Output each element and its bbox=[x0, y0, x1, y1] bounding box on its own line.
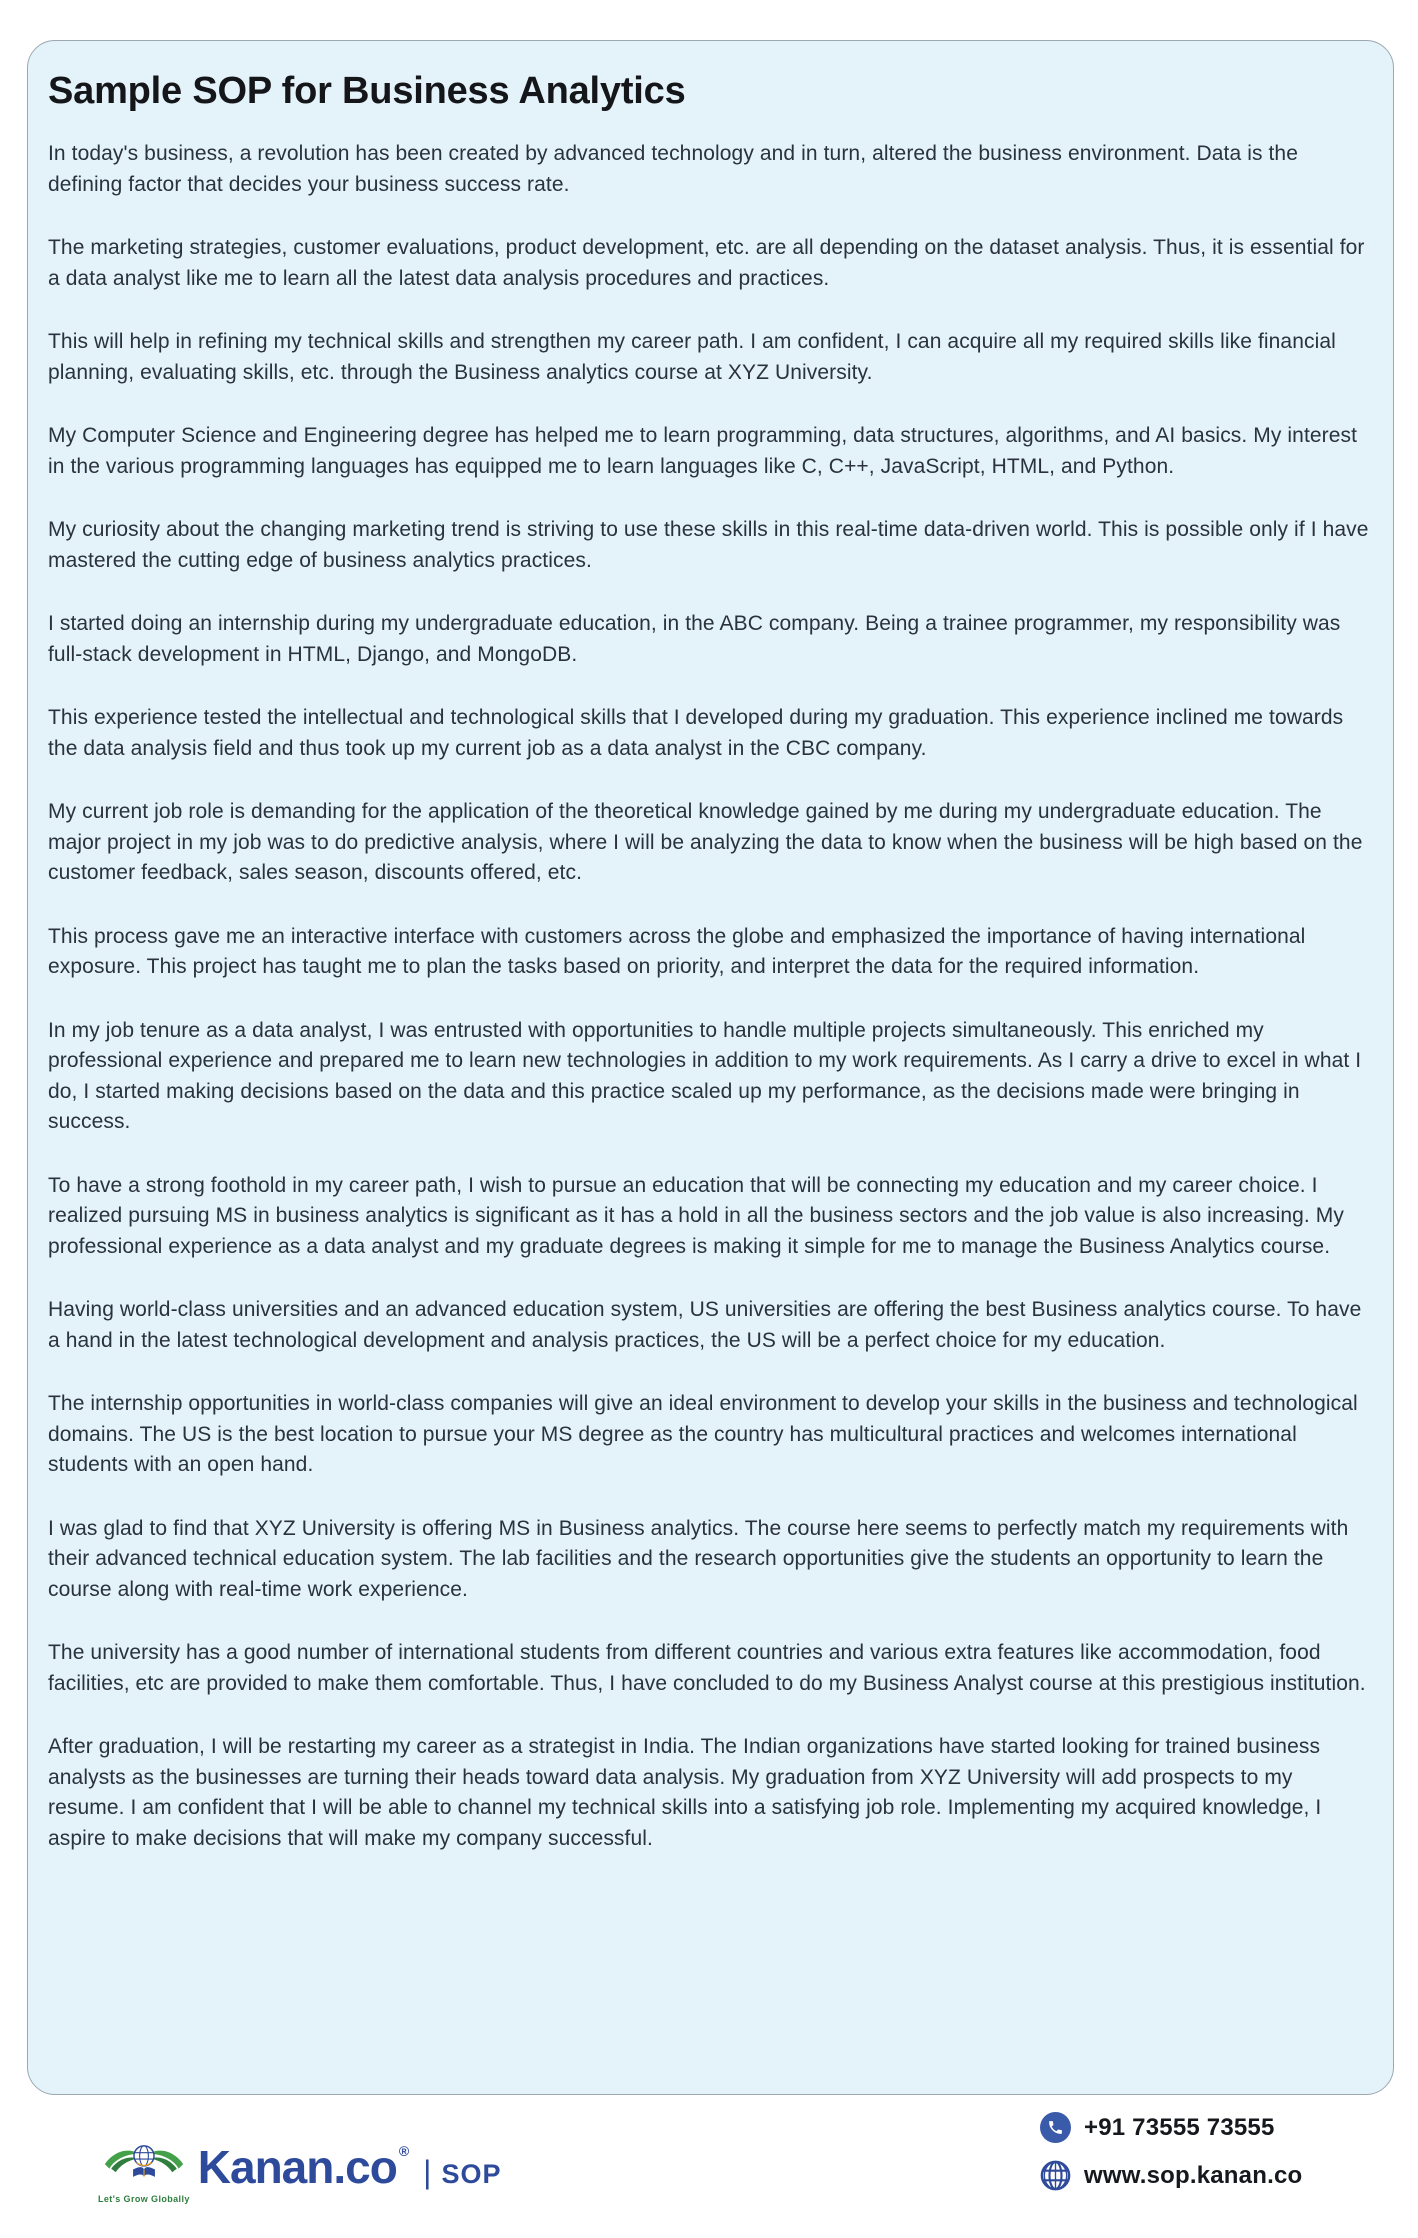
phone-number: +91 73555 73555 bbox=[1084, 2113, 1275, 2141]
paragraph: The marketing strategies, customer evaluations, product development, etc. are all depending on the dataset analysis. Thus, it is essential for a data analyst like me to learn all the latest data analysis procedures and practices. bbox=[48, 236, 1365, 290]
logo-divider: | bbox=[423, 2154, 432, 2190]
paragraph: The internship opportunities in world-class companies will give an ideal environment to develop your skills in the business and technological domains. The US is the best location to pursue your MS degree as the country has multicultural practices and welcomes international students with an open hand. bbox=[48, 1392, 1358, 1476]
logo-tagline: Let's Grow Globally bbox=[98, 2194, 190, 2204]
contact-info bbox=[1040, 2112, 1302, 2208]
paragraph: In today's business, a revolution has been created by advanced technology and in turn, altered the business environment. Data is the defining factor that decides your business success rate. bbox=[48, 142, 1298, 196]
phone-icon bbox=[1040, 2112, 1071, 2143]
paragraph: This experience tested the intellectual and technological skills that I developed during my graduation. This experience inclined me towards the data analysis field and thus took up my current job as a data analyst in the CBC company. bbox=[48, 706, 1344, 760]
paragraph: The university has a good number of international students from different countries and various extra features like accommodation, food facilities, etc are provided to make them comfortable. Thus, I have concluded to do my Business Analyst course at this prestigious institution. bbox=[48, 1641, 1366, 1695]
brand-suffix: SOP bbox=[441, 2159, 502, 2189]
brand-name: Kanan.co bbox=[197, 2141, 397, 2193]
paragraph: To have a strong foothold in my career path, I wish to pursue an education that will be connecting my education and my career choice. I realized pursuing MS in business analytics is significant as it has a hold in all the business sectors and the job value is also increasing. My professional experience as a data analyst and my graduate degrees is making it simple for me to manage the Business Analytics course. bbox=[48, 1173, 1344, 1258]
paragraph: My curiosity about the changing marketing trend is striving to use these skills in this real-time data-driven world. This is possible only if I have mastered the cutting edge of business analytics practices. bbox=[48, 518, 1369, 572]
paragraph: This process gave me an interactive interface with customers across the globe and emphasized the importance of having international exposure. This project has taught me to plan the tasks based on priority, and interpret the data for the required information. bbox=[48, 924, 1306, 978]
paragraph: I started doing an internship during my undergraduate education, in the ABC company. Being a trainee programmer, my responsibility was full-stack development in HTML, Django, and MongoDB. bbox=[48, 612, 1341, 666]
paragraph: My Computer Science and Engineering degree has helped me to learn programming, data structures, algorithms, and AI basics. My interest in the various programming languages has equipped me to learn languages like C, C++, JavaScript, HTML, and Python. bbox=[48, 424, 1358, 478]
website-url: www.sop.kanan.co bbox=[1084, 2161, 1303, 2189]
kanan-logo[interactable] bbox=[98, 2140, 501, 2204]
registered-mark: ® bbox=[398, 2143, 410, 2159]
paragraph: My current job role is demanding for the application of the theoretical knowledge gained by me during my undergraduate education. The major project in my job was to do predictive analysis, where I will be analyzing the data to know when the business will be high based on the customer feedback, sales season, discounts offered, etc. bbox=[48, 800, 1363, 884]
brand-line bbox=[197, 2141, 502, 2193]
paragraph: Having world-class universities and an advanced education system, US universities are offering the best Business analytics course. To have a hand in the latest technological development and analysis practices, the US will be a perfect choice for my education. bbox=[48, 1298, 1362, 1352]
paragraph: I was glad to find that XYZ University is offering MS in Business analytics. The course here seems to perfectly match my requirements with their advanced technical education system. The lab facilities and the research opportunities give the students an opportunity to learn the course along with real-time work experience. bbox=[48, 1516, 1349, 1601]
sop-card bbox=[27, 40, 1394, 2095]
kanan-emblem bbox=[98, 2142, 190, 2204]
globe-icon bbox=[1040, 2160, 1071, 2191]
paragraph: This will help in refining my technical skills and strengthen my career path. I am confident, I can acquire all my required skills like financial planning, evaluating skills, etc. through the Business analytics course at XYZ University. bbox=[48, 330, 1336, 384]
page-title: Sample SOP for Business Analytics bbox=[48, 70, 686, 112]
paragraph: After graduation, I will be restarting my career as a strategist in India. The Indian organizations have started looking for trained business analysts as the businesses are turning their heads toward data analysis. My graduation from XYZ University will add prospects to my resume. I am confident that I will be able to channel my technical skills into a satisfying job role. Implementing my acquired knowledge, I aspire to make decisions that will make my company successful. bbox=[48, 1735, 1322, 1850]
paragraph: In my job tenure as a data analyst, I was entrusted with opportunities to handle multiple projects simultaneously. This enriched my professional experience and prepared me to learn new technologies in addition to my work requirements. As I carry a drive to excel in what I do, I started making decisions based on the data and this practice scaled up my performance, as the decisions made were bringing in success. bbox=[48, 1018, 1362, 1133]
kanan-emblem-icon bbox=[103, 2142, 185, 2193]
website-row[interactable] bbox=[1040, 2160, 1302, 2191]
phone-row[interactable] bbox=[1040, 2112, 1302, 2143]
